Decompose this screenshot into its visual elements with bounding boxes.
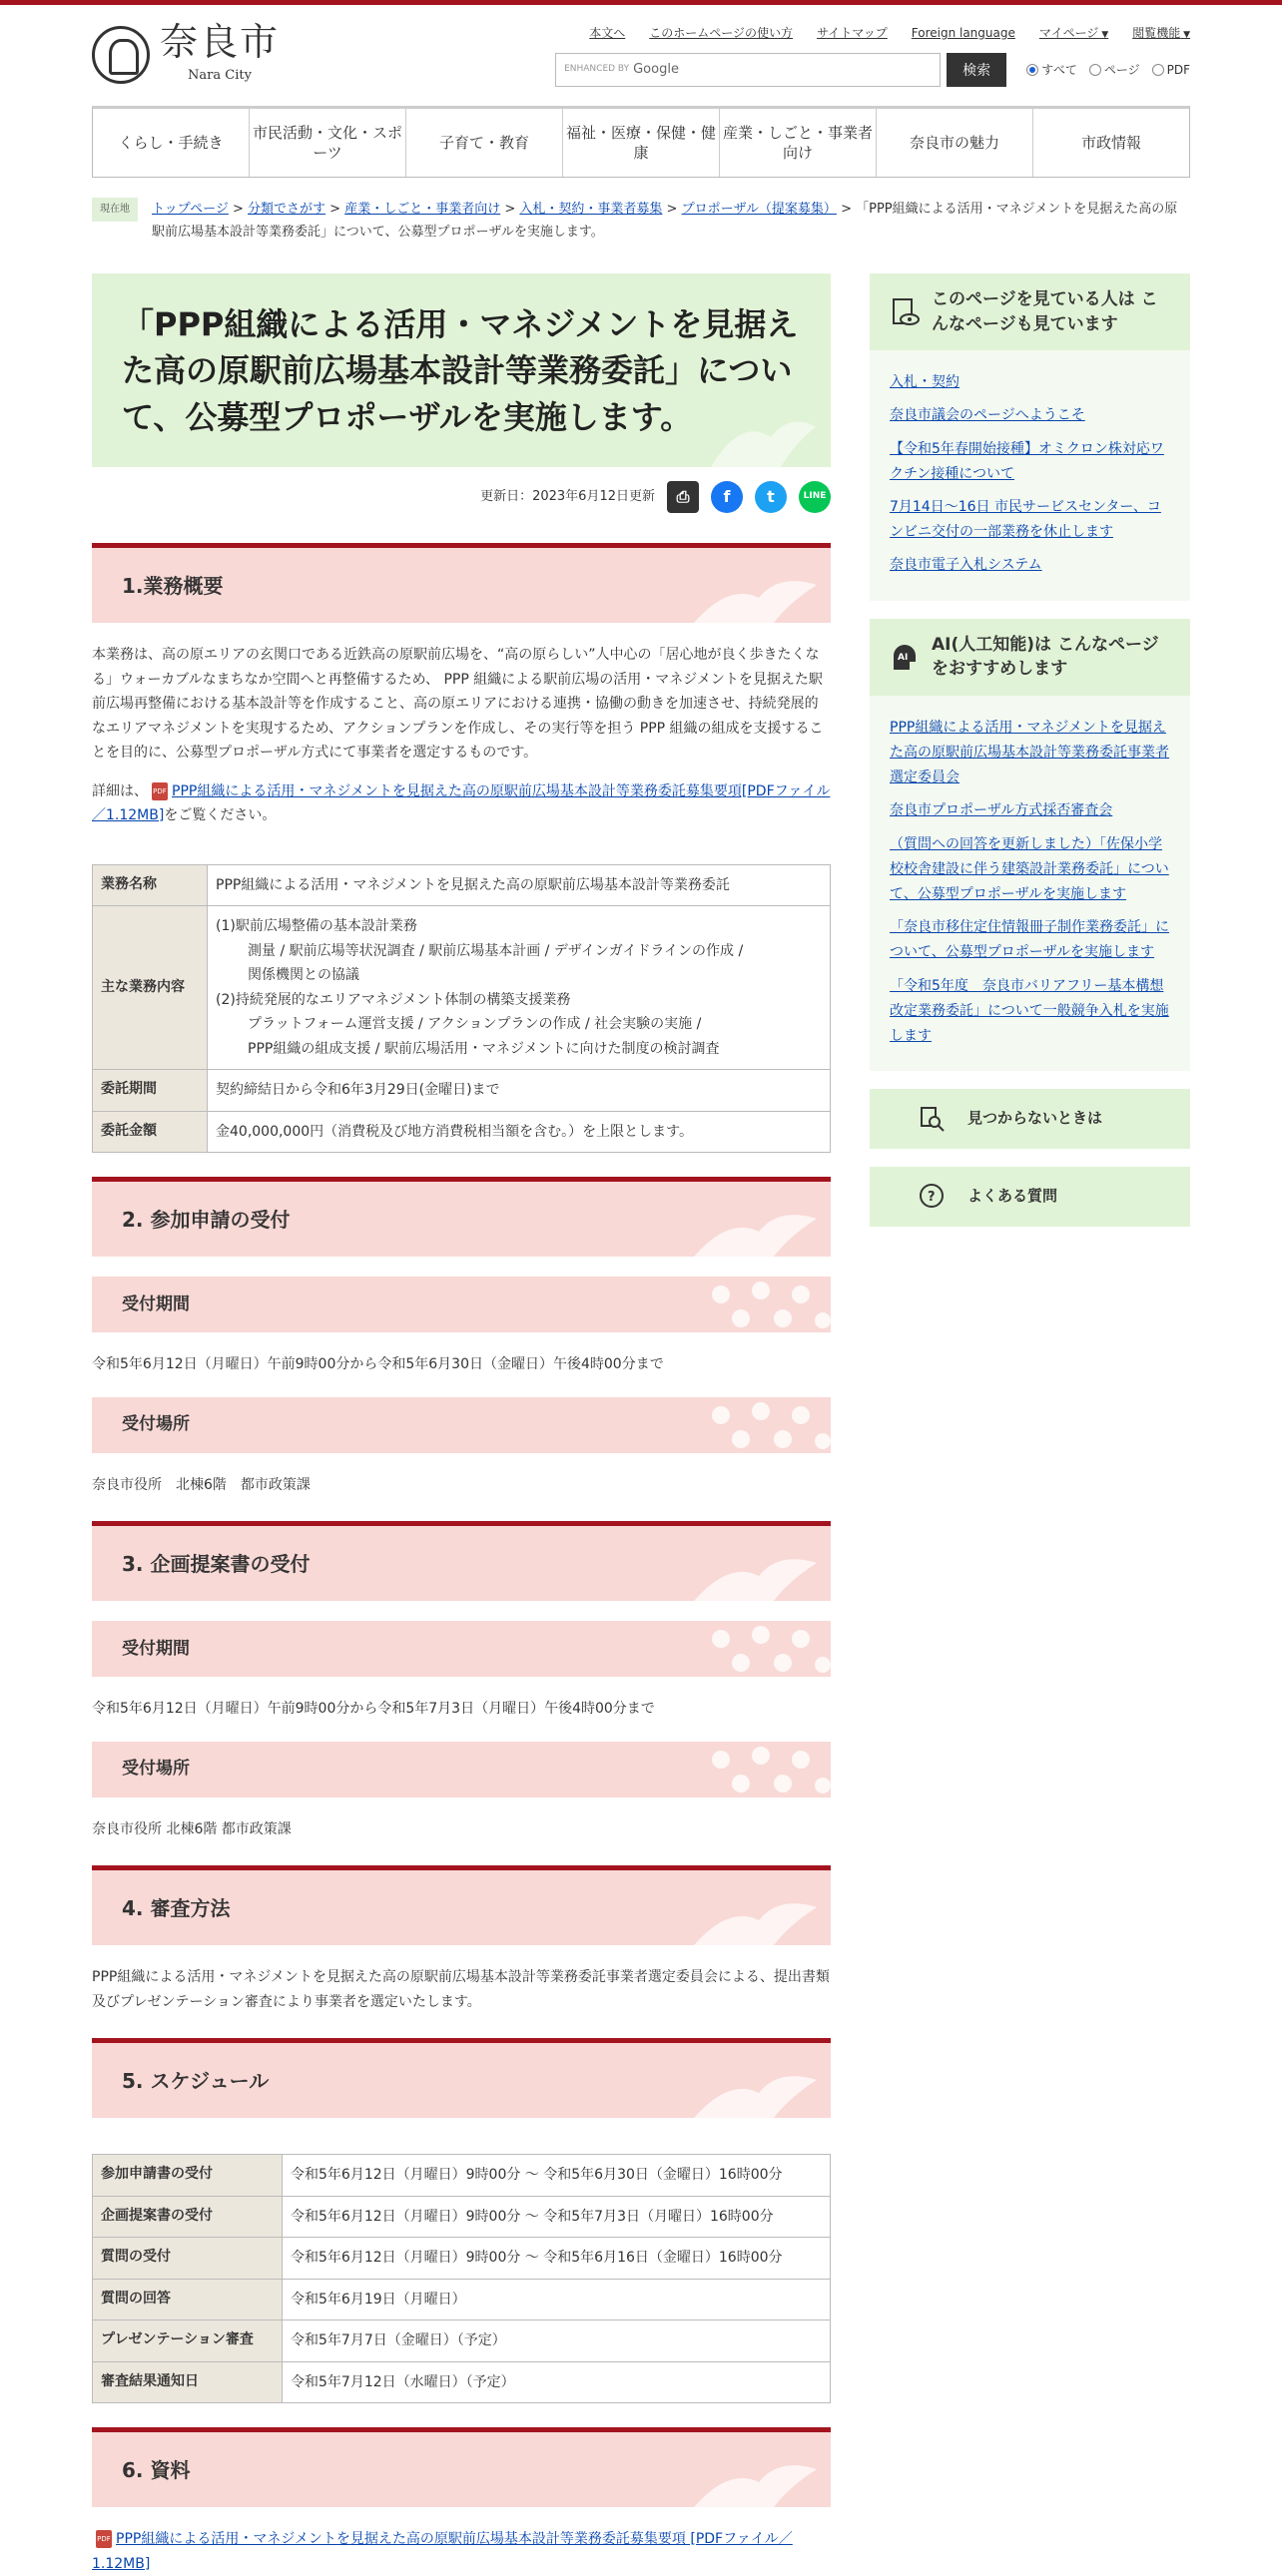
nav-item-attractions[interactable]: 奈良市の魅力 — [877, 109, 1033, 177]
print-icon[interactable]: ⎙ — [667, 481, 699, 513]
magnifier-document-icon — [918, 1105, 946, 1133]
related-link[interactable]: 奈良市電子入札システム — [890, 557, 1042, 574]
table-row — [93, 2279, 831, 2320]
nav-item-community[interactable]: 市民活動・文化・スポーツ — [250, 109, 406, 177]
task-line: 測量 / 駅前広場等状況調査 / 駅前広場基本計画 / デザインガイドラインの作成 / — [248, 942, 744, 959]
line-icon[interactable]: LINE — [799, 481, 831, 513]
ai-recommend-box — [870, 619, 1190, 1072]
guidelines-pdf-link[interactable]: PPP組織による活用・マネジメントを見据えた高の原駅前広場基本設計等業務委託募集要項[PDFファイル／1.12MB] — [92, 782, 831, 823]
table-header: 質問の回答 — [93, 2279, 283, 2320]
skip-to-content-link[interactable]: 本文へ — [589, 26, 626, 40]
overview-text: 本業務は、高の原エリアの玄関口である近鉄高の原駅前広場を、“高の原らしい”人中心の「居心地が良く歩きたくなる」ウォーカブルなまちなか空間へと再整備するため、 PPP 組織による駅前広場の活用・マネジメントを見据えた駅前広場再整備における基本設計等を作成すること、高の原エリアにおける連携・協働の動きを加速させ、持続発展的なエリアマネジメントを実現するため、アクションプランを作成し、その実行等を担う PPP 組織の組成を支援することを目的に、公募型プロポーザル方式にて事業者を選定するものです。 — [92, 647, 824, 761]
flower-pattern-icon — [701, 1621, 831, 1677]
site-name-jp: 奈良市 — [160, 20, 281, 64]
task-line: プラットフォーム運営支援 / アクションプランの作成 / 社会実験の実施 / — [248, 1016, 702, 1032]
site-name-en: Nara City — [188, 68, 252, 83]
scope-pdf-radio[interactable] — [1152, 60, 1190, 80]
how-to-use-link[interactable]: このホームページの使い方 — [649, 26, 794, 40]
review-text: PPP組織による活用・マネジメントを見据えた高の原駅前広場基本設計等業務委託事業者選定委員会による、提出書類及びプレゼンテーション審査により事業者を選定いたします。 — [92, 1969, 830, 2010]
site-logo[interactable] — [92, 20, 281, 87]
scope-all-radio[interactable] — [1026, 60, 1077, 80]
search-button[interactable]: 検索 — [947, 53, 1006, 87]
ai-head-icon — [888, 640, 922, 674]
subsection-heading — [92, 1742, 831, 1798]
flower-pattern-icon — [701, 1277, 831, 1332]
related-link[interactable]: 7月14日～16日 市民サービスセンター、コンビニ交付の一部業務を休止します — [890, 499, 1161, 541]
detail-line — [92, 779, 831, 828]
related-link[interactable]: 奈良市議会のページへようこそ — [890, 407, 1085, 424]
crane-decoration-icon — [689, 573, 819, 623]
scope-label: PDF — [1166, 62, 1190, 77]
foreign-language-link[interactable]: Foreign language — [911, 26, 1015, 40]
table-row — [93, 864, 831, 906]
schedule-table — [92, 2154, 831, 2403]
breadcrumb-link[interactable]: トップページ — [152, 202, 229, 217]
subsection-title: 受付場所 — [122, 1414, 190, 1435]
scope-page-radio[interactable] — [1089, 60, 1140, 80]
table-header: プレゼンテーション審査 — [93, 2320, 283, 2362]
global-nav — [92, 106, 1190, 178]
flower-pattern-icon — [701, 1397, 831, 1453]
breadcrumb-link[interactable]: プロポーザル（提案募集） — [681, 202, 837, 217]
period-text: 令和5年6月12日（月曜日）午前9時00分から令和5年7月3日（月曜日）午後4時00分まで — [92, 1701, 655, 1717]
section-heading — [92, 1865, 831, 1945]
city-emblem-icon — [92, 26, 150, 84]
table-cell: 令和5年7月7日（金曜日）（予定） — [283, 2320, 831, 2362]
period-text: 令和5年6月12日（月曜日）午前9時00分から令和5年6月30日（金曜日）午後4時00分まで — [92, 1356, 664, 1372]
task-line: (1)駅前広場整備の基本設計業務 — [216, 918, 417, 934]
pdf-icon: PDF — [152, 782, 168, 800]
subsection-title: 受付期間 — [122, 1638, 190, 1659]
section-heading — [92, 2427, 831, 2507]
eye-document-icon — [888, 295, 922, 329]
table-header: 業務名称 — [93, 864, 208, 906]
detail-post: をご覧ください。 — [164, 807, 277, 823]
location-text: 奈良市役所 北棟6階 都市政策課 — [92, 1820, 292, 1837]
section-heading — [92, 543, 831, 623]
subsection-heading — [92, 1621, 831, 1677]
radio-icon — [1089, 64, 1101, 76]
radio-icon — [1026, 64, 1038, 76]
nav-item-city-info[interactable]: 市政情報 — [1080, 133, 1141, 152]
nav-item-life[interactable]: くらし・手続き — [93, 109, 250, 177]
recommended-link[interactable]: 奈良市プロポーザル方式採否審査会 — [890, 802, 1113, 819]
crane-decoration-icon — [689, 2068, 819, 2118]
related-pages-title: このページを見ている人は こんなページも見ています — [932, 289, 1158, 334]
table-cell: 令和5年6月19日（月曜日） — [283, 2279, 831, 2320]
materials-pdf-link[interactable]: PPP組織による活用・マネジメントを見据えた高の原駅前広場基本設計等業務委託募集要項 [PDFファイル／1.12MB] — [92, 2531, 793, 2572]
crane-decoration-icon — [701, 407, 821, 467]
facebook-icon[interactable]: f — [711, 481, 743, 513]
search-bar — [555, 53, 1190, 87]
nav-item-business[interactable]: 産業・しごと・事業者向け — [720, 109, 877, 177]
search-brand: ENHANCED BY — [564, 64, 630, 75]
section-heading — [92, 2038, 831, 2118]
breadcrumb: 現在地 トップページ > 分類でさがす > 産業・しごと・事業者向け > 入札・契約・事業者募集 > プロポーザル（提案募集） > 「PPP組織による活用・マネジメントを見据えた高の原駅前広場基本設計等業務委託」について、公募型プロポーザルを実施します。 — [92, 198, 1190, 245]
table-row — [93, 2196, 831, 2238]
detail-pre: 詳細は、 — [92, 782, 148, 799]
current-location-badge: 現在地 — [92, 198, 138, 222]
section-title: 5. スケジュール — [122, 2068, 270, 2093]
table-row — [93, 2238, 831, 2280]
table-header: 委託期間 — [93, 1070, 208, 1112]
table-row — [93, 906, 831, 1070]
materials-line — [92, 2527, 831, 2576]
faq-label: よくある質問 — [967, 1187, 1058, 1206]
scope-label: すべて — [1041, 62, 1077, 77]
site-header — [92, 5, 1190, 105]
breadcrumb-link[interactable]: 産業・しごと・事業者向け — [344, 202, 501, 217]
recommended-link[interactable]: PPP組織による活用・マネジメントを見据えた高の原駅前広場基本設計等業務委託事業者選定委員会 — [890, 719, 1169, 786]
question-bubble-icon — [918, 1183, 946, 1211]
breadcrumb-link[interactable]: 分類でさがす — [248, 202, 326, 217]
task-line: PPP組織の組成支援 / 駅前広場活用・マネジメントに向けた制度の検討調査 — [248, 1040, 720, 1057]
table-cell: PPP組織による活用・マネジメントを見据えた高の原駅前広場基本設計等業務委託 — [208, 864, 831, 906]
title-box — [92, 273, 831, 467]
search-scope — [1026, 60, 1190, 80]
sidebar — [870, 273, 1190, 1227]
mypage-dropdown[interactable]: マイページ ▼ — [1039, 23, 1108, 43]
not-found-label: 見つからないときは — [967, 1109, 1103, 1128]
ai-recommend-title: AI(人工知能)は こんなページをおすすめします — [932, 634, 1159, 680]
subsection-heading — [92, 1277, 831, 1332]
ai-recommend-heading — [870, 619, 1190, 696]
subsection-title: 受付期間 — [122, 1293, 190, 1314]
crane-decoration-icon — [689, 1551, 819, 1601]
flower-pattern-icon — [701, 1742, 831, 1798]
table-row — [93, 2155, 831, 2197]
faq-button[interactable] — [870, 1167, 1190, 1227]
twitter-icon[interactable]: t — [755, 481, 787, 513]
pdf-icon: PDF — [96, 2530, 112, 2548]
updated-date: 更新日：2023年6月12日更新 — [480, 488, 655, 504]
section-title: 4. 審査方法 — [122, 1895, 231, 1920]
section-title: 6. 資料 — [122, 2457, 191, 2482]
search-input[interactable] — [555, 53, 941, 87]
scope-label: ページ — [1103, 62, 1140, 77]
table-cell: 令和5年6月12日（月曜日）9時00分 ～ 令和5年7月3日（月曜日）16時00分 — [283, 2196, 831, 2238]
table-row — [93, 1111, 831, 1153]
breadcrumb-link[interactable]: 入札・契約・事業者募集 — [519, 202, 663, 217]
section-heading — [92, 1521, 831, 1601]
table-row — [93, 2361, 831, 2403]
task-line: (2)持続発展的なエリアマネジメント体制の構築支援業務 — [216, 991, 571, 1008]
table-cell — [208, 906, 831, 1070]
table-header: 企画提案書の受付 — [93, 2196, 283, 2238]
nav-item-welfare[interactable]: 福祉・医療・保健・健康 — [563, 109, 720, 177]
table-header: 審査結果通知日 — [93, 2361, 283, 2403]
recommended-link[interactable]: 「令和5年度 奈良市バリアフリー基本構想改定業務委託」について一般競争入札を実施します — [890, 977, 1169, 1044]
table-cell: 令和5年7月12日（水曜日）（予定） — [283, 2361, 831, 2403]
page-title: 「PPP組織による活用・マネジメントを見据えた高の原駅前広場基本設計等業務委託」について、公募型プロポーザルを実施します。 — [122, 305, 799, 436]
overview-table — [92, 864, 831, 1154]
update-row — [92, 481, 831, 513]
table-row — [93, 2320, 831, 2362]
table-header: 参加申請書の受付 — [93, 2155, 283, 2197]
table-header: 質問の受付 — [93, 2238, 283, 2280]
related-link[interactable]: 【令和5年春開始接種】オミクロン株対応ワクチン接種について — [890, 440, 1164, 482]
main-content — [92, 273, 831, 2576]
related-link[interactable]: 入札・契約 — [890, 374, 960, 391]
recommended-link[interactable]: （質問への回答を更新しました）「佐保小学校校舎建設に伴う建築設計業務委託」について、公募型プロポーザルを実施します — [890, 835, 1169, 902]
section-title: 2. 参加申請の受付 — [122, 1207, 291, 1232]
svg-text:AI: AI — [898, 653, 909, 664]
breadcrumb-current: 「PPP組織による活用・マネジメントを見据えた高の原駅前広場基本設計等業務委託」について、公募型プロポーザルを実施します。 — [152, 202, 1178, 241]
table-header: 主な業務内容 — [93, 906, 208, 1070]
nav-item-childcare[interactable]: 子育て・教育 — [406, 109, 563, 177]
table-row — [93, 1070, 831, 1112]
section-title: 1.業務概要 — [122, 573, 224, 598]
crane-decoration-icon — [689, 1895, 819, 1945]
google-label: Google — [633, 61, 679, 77]
table-cell: 契約締結日から令和6年3月29日(金曜日)まで — [208, 1070, 831, 1112]
section-title: 3. 企画提案書の受付 — [122, 1551, 311, 1576]
subsection-heading — [92, 1397, 831, 1453]
svg-text:?: ? — [928, 1190, 936, 1206]
radio-icon — [1152, 64, 1164, 76]
table-cell: 金40,000,000円（消費税及び地方消費税相当額を含む。）を上限とします。 — [208, 1111, 831, 1153]
task-line: 関係機関との協議 — [248, 967, 359, 983]
related-pages-box — [870, 273, 1190, 601]
table-header: 委託金額 — [93, 1111, 208, 1153]
crane-decoration-icon — [689, 1207, 819, 1257]
related-pages-heading — [870, 273, 1190, 350]
location-text: 奈良市役所 北棟6階 都市政策課 — [92, 1476, 311, 1493]
utility-links — [589, 23, 1190, 43]
not-found-button[interactable] — [870, 1089, 1190, 1149]
subsection-title: 受付場所 — [122, 1759, 190, 1780]
recommended-link[interactable]: 「奈良市移住定住情報冊子制作業務委託」について、公募型プロポーザルを実施します — [890, 919, 1169, 961]
table-cell: 令和5年6月12日（月曜日）9時00分 ～ 令和5年6月30日（金曜日）16時00分 — [283, 2155, 831, 2197]
sitemap-link[interactable]: サイトマップ — [817, 26, 888, 40]
section-heading — [92, 1177, 831, 1257]
table-cell: 令和5年6月12日（月曜日）9時00分 ～ 令和5年6月16日（金曜日）16時00分 — [283, 2238, 831, 2280]
accessibility-dropdown[interactable]: 閲覧機能 ▼ — [1132, 23, 1190, 43]
crane-decoration-icon — [689, 2457, 819, 2507]
